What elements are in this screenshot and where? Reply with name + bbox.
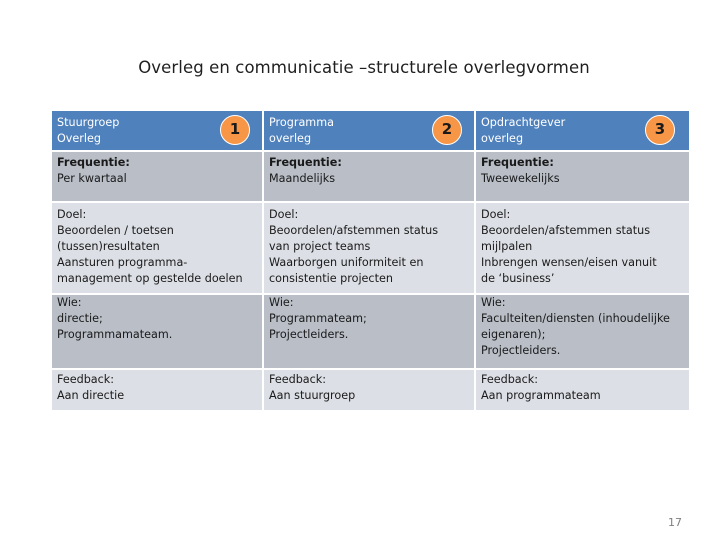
header-line: Overleg — [57, 132, 102, 145]
cell-line: Feedback: — [481, 373, 539, 386]
cell-line: Inbrengen wensen/eisen vanuit — [481, 256, 657, 269]
header-line: Programma — [269, 116, 334, 129]
table-row-feedback — [52, 370, 689, 412]
cell-line: Projectleiders. — [481, 344, 561, 357]
header-cell-programma — [264, 111, 476, 152]
cell-line: Tweewekelijks — [481, 172, 560, 185]
cell-line: Beoordelen/afstemmen status — [481, 224, 651, 237]
cell-line: Beoordelen/afstemmen status — [269, 224, 439, 237]
cell-line: directie; — [57, 312, 103, 325]
cell-line: Doel: — [269, 208, 299, 221]
cell-heading: Frequentie: — [269, 156, 342, 169]
table-cell — [264, 295, 476, 370]
cell-line: Aansturen programma- — [57, 256, 188, 269]
header-cell-stuurgroep — [52, 111, 264, 152]
table-cell — [476, 370, 689, 412]
cell-heading: Frequentie: — [57, 156, 130, 169]
cell-heading: Frequentie: — [481, 156, 554, 169]
cell-line: eigenaren); — [481, 328, 546, 341]
cell-line: mijlpalen — [481, 240, 533, 253]
cell-line: van project teams — [269, 240, 371, 253]
cell-line: de ‘business’ — [481, 272, 555, 285]
cell-line: Wie: — [269, 296, 294, 309]
cell-line: Aan programmateam — [481, 389, 601, 402]
cell-line: Feedback: — [57, 373, 115, 386]
cell-line: Beoordelen / toetsen — [57, 224, 174, 237]
cell-line: Per kwartaal — [57, 172, 127, 185]
slide-title: Overleg en communicatie –structurele overlegvormen — [138, 58, 590, 77]
cell-line: Programmateam; — [269, 312, 367, 325]
page-number: 17 — [668, 516, 682, 529]
cell-line: Faculteiten/diensten (inhoudelijke — [481, 312, 670, 325]
table-row-wie — [52, 295, 689, 370]
table-header-row — [52, 111, 689, 152]
header-line: Opdrachtgever — [481, 116, 566, 129]
cell-line: Wie: — [57, 296, 82, 309]
cell-line: Programmamateam. — [57, 328, 173, 341]
table-cell — [476, 152, 689, 203]
cell-line: (tussen)resultaten — [57, 240, 160, 253]
header-line: overleg — [481, 132, 524, 145]
number-badge-1: 1 — [220, 115, 250, 145]
table-cell — [52, 152, 264, 203]
table-cell — [264, 370, 476, 412]
cell-line: management op gestelde doelen — [57, 272, 243, 285]
number-badge-3: 3 — [645, 115, 675, 145]
cell-line: Doel: — [57, 208, 87, 221]
table-cell — [52, 295, 264, 370]
cell-line: Aan directie — [57, 389, 125, 402]
header-cell-opdrachtgever — [476, 111, 689, 152]
cell-line: Aan stuurgroep — [269, 389, 356, 402]
header-line: overleg — [269, 132, 312, 145]
table-cell — [476, 295, 689, 370]
cell-line: consistentie projecten — [269, 272, 393, 285]
number-badge-2: 2 — [432, 115, 462, 145]
table-cell — [264, 152, 476, 203]
table-cell — [476, 203, 689, 295]
cell-line: Maandelijks — [269, 172, 336, 185]
cell-line: Wie: — [481, 296, 506, 309]
table-row-doel — [52, 203, 689, 295]
cell-line: Doel: — [481, 208, 511, 221]
cell-line: Projectleiders. — [269, 328, 349, 341]
table-cell — [52, 203, 264, 295]
table-cell — [52, 370, 264, 412]
header-line: Stuurgroep — [57, 116, 120, 129]
table-cell — [264, 203, 476, 295]
cell-line: Feedback: — [269, 373, 327, 386]
cell-line: Waarborgen uniformiteit en — [269, 256, 424, 269]
overleg-table — [52, 111, 689, 412]
table-row-frequentie — [52, 152, 689, 203]
